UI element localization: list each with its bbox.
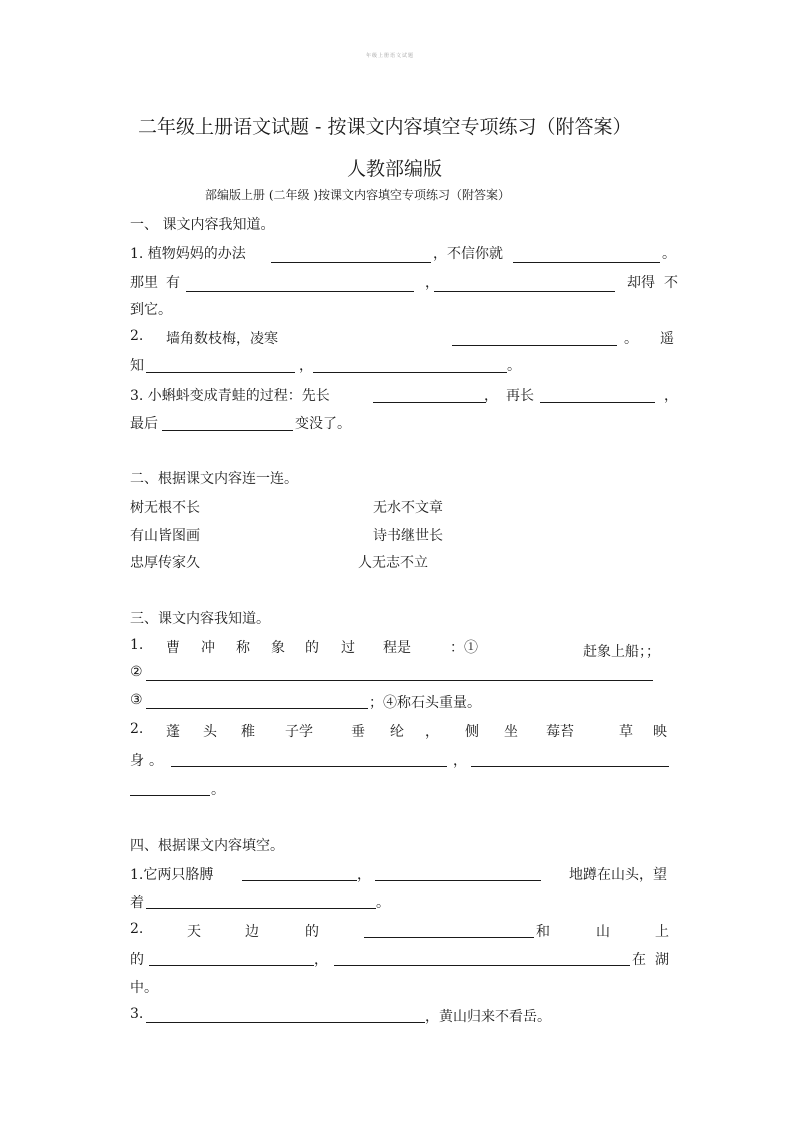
s1-q1-text: ，	[425, 275, 439, 291]
s3-q2-char: 侧	[465, 724, 479, 740]
s3-q2-char: 头	[203, 724, 217, 740]
s4-q3-text: ，黄山归来不看岳。	[425, 1009, 551, 1025]
s1-q3-text: 变没了。	[295, 416, 351, 432]
s3-q1-char: 象	[271, 640, 285, 656]
s1-q2-text: 墙角数枝梅，凌寒	[166, 331, 278, 347]
s1-q3-text: 再长	[506, 388, 534, 404]
match-right-item[interactable]: 无水不文章	[373, 500, 443, 516]
s3-q1-text: ；④称石头重量。	[369, 695, 481, 711]
s4-q3-text: 3.	[130, 1006, 144, 1022]
answer-blank[interactable]	[146, 1022, 425, 1023]
s1-q1-text: 到它。	[130, 302, 172, 318]
s1-q2-text: 。	[507, 358, 521, 374]
s1-q3-text: ，	[664, 388, 678, 404]
s3-q1-char: 曹	[166, 640, 180, 656]
answer-blank[interactable]	[130, 795, 210, 796]
s4-q2-char: 的	[305, 924, 319, 940]
s1-q3-text: 3. 小蝌蚪变成青蛙的过程：先长	[130, 388, 330, 404]
s3-q2-text: ，	[453, 753, 467, 769]
s1-q1-text: 1. 植物妈妈的办法	[130, 246, 246, 262]
s4-q2-char: 边	[245, 924, 259, 940]
s3-q2-char: 草	[619, 724, 633, 740]
answer-blank[interactable]	[186, 291, 414, 292]
answer-blank[interactable]	[271, 262, 431, 263]
s3-q2-text: 。	[211, 782, 225, 798]
s4-q2-text: 在	[632, 952, 646, 968]
answer-blank[interactable]	[149, 965, 314, 966]
answer-blank[interactable]	[513, 262, 660, 263]
s1-q2-text: 遥	[660, 331, 674, 347]
s3-q1-char: 程是	[383, 640, 411, 656]
answer-blank[interactable]	[434, 291, 615, 292]
s4-q1-text: 。	[376, 895, 390, 911]
answer-blank[interactable]	[162, 430, 293, 431]
s3-q1-char: 过	[341, 640, 355, 656]
s4-q1-text: 着	[130, 895, 144, 911]
s4-q2-text: 和	[536, 924, 550, 940]
s3-q1-char: 称	[236, 640, 250, 656]
s3-q2-char: 蓬	[166, 724, 180, 740]
match-left-item[interactable]: 有山皆图画	[130, 528, 200, 544]
header-mark: 年级上册语文试题	[366, 53, 415, 59]
section-2-heading: 二、根据课文内容连一连。	[130, 471, 298, 487]
s3-q1-text: 赶象上船；；	[583, 644, 660, 660]
s3-q2-char: 稚	[241, 724, 255, 740]
answer-blank[interactable]	[364, 937, 534, 938]
s3-q2-char: 2.	[130, 721, 144, 737]
page-title-edition: 人教部编版	[347, 158, 443, 180]
s3-q2-char: 映	[653, 724, 667, 740]
s4-q2-char: 2.	[130, 921, 144, 937]
s3-q2-char: 坐	[504, 724, 518, 740]
s3-q1-text: ③	[130, 692, 143, 708]
s4-q2-char: 天	[187, 924, 201, 940]
s1-q3-text: 最后	[130, 416, 158, 432]
s1-q3-text: ，	[484, 388, 498, 404]
s3-q2-char: 子学	[285, 724, 313, 740]
s3-q2-text: 。	[149, 753, 163, 769]
answer-blank[interactable]	[334, 965, 630, 966]
s4-q2-text: 湖	[655, 952, 669, 968]
answer-blank[interactable]	[452, 345, 617, 346]
s1-q2-text: 。	[624, 331, 638, 347]
s1-q1-text: ，不信你就	[433, 246, 503, 262]
s4-q2-text: 上	[655, 924, 669, 940]
answer-blank[interactable]	[146, 708, 368, 709]
s3-q1-char: 冲	[201, 640, 215, 656]
s4-q1-text: 1.它两只胳膊	[130, 867, 214, 883]
section-4-heading: 四、根据课文内容填空。	[130, 838, 284, 854]
answer-blank[interactable]	[540, 402, 655, 403]
s1-q2-text: 知	[130, 358, 144, 374]
answer-blank[interactable]	[375, 880, 541, 881]
answer-blank[interactable]	[146, 680, 653, 681]
answer-blank[interactable]	[471, 766, 669, 767]
s4-q1-text: 地蹲在山头，望	[569, 867, 667, 883]
s3-q1-char: ：①	[450, 640, 478, 656]
match-left-item[interactable]: 忠厚传家久	[130, 555, 200, 571]
s1-q1-text: 却得	[627, 275, 655, 291]
s3-q1-text: ②	[130, 664, 143, 680]
match-right-item[interactable]: 诗书继世长	[373, 528, 443, 544]
s1-q2-text: 2.	[130, 328, 144, 344]
s3-q2-char: 莓苔	[546, 724, 574, 740]
s4-q2-text: 山	[596, 924, 610, 940]
s3-q2-char: ，	[425, 724, 439, 740]
s3-q1-char: 的	[305, 640, 319, 656]
answer-blank[interactable]	[146, 908, 376, 909]
s1-q1-text: 不	[664, 275, 678, 291]
s3-q1-char: 1.	[130, 637, 144, 653]
answer-blank[interactable]	[313, 372, 507, 373]
s1-q2-text: ，	[299, 358, 313, 374]
s1-q1-text: 那里	[130, 275, 158, 291]
s1-q1-text: 有	[166, 275, 180, 291]
answer-blank[interactable]	[373, 402, 486, 403]
answer-blank[interactable]	[242, 880, 357, 881]
s4-q2-text: 中。	[130, 980, 158, 996]
answer-blank[interactable]	[171, 766, 447, 767]
answer-blank[interactable]	[146, 372, 295, 373]
section-1-heading: 一、 课文内容我知道。	[130, 217, 275, 233]
s3-q2-char: 纶	[390, 724, 404, 740]
s4-q2-text: 的	[130, 952, 144, 968]
s4-q2-text: ，	[314, 952, 328, 968]
s3-q2-text: 身	[130, 753, 144, 769]
page-subtitle: 部编版上册 (二年级 )按课文内容填空专项练习（附答案）	[205, 188, 510, 202]
section-3-heading: 三、课文内容我知道。	[130, 611, 270, 627]
match-right-item[interactable]: 人无志不立	[358, 555, 428, 571]
s1-q1-text: 。	[662, 246, 676, 262]
page-title: 二年级上册语文试题 - 按课文内容填空专项练习（附答案）	[138, 116, 632, 138]
s3-q2-char: 垂	[351, 724, 365, 740]
s4-q1-text: ，	[357, 867, 371, 883]
match-left-item[interactable]: 树无根不长	[130, 500, 200, 516]
